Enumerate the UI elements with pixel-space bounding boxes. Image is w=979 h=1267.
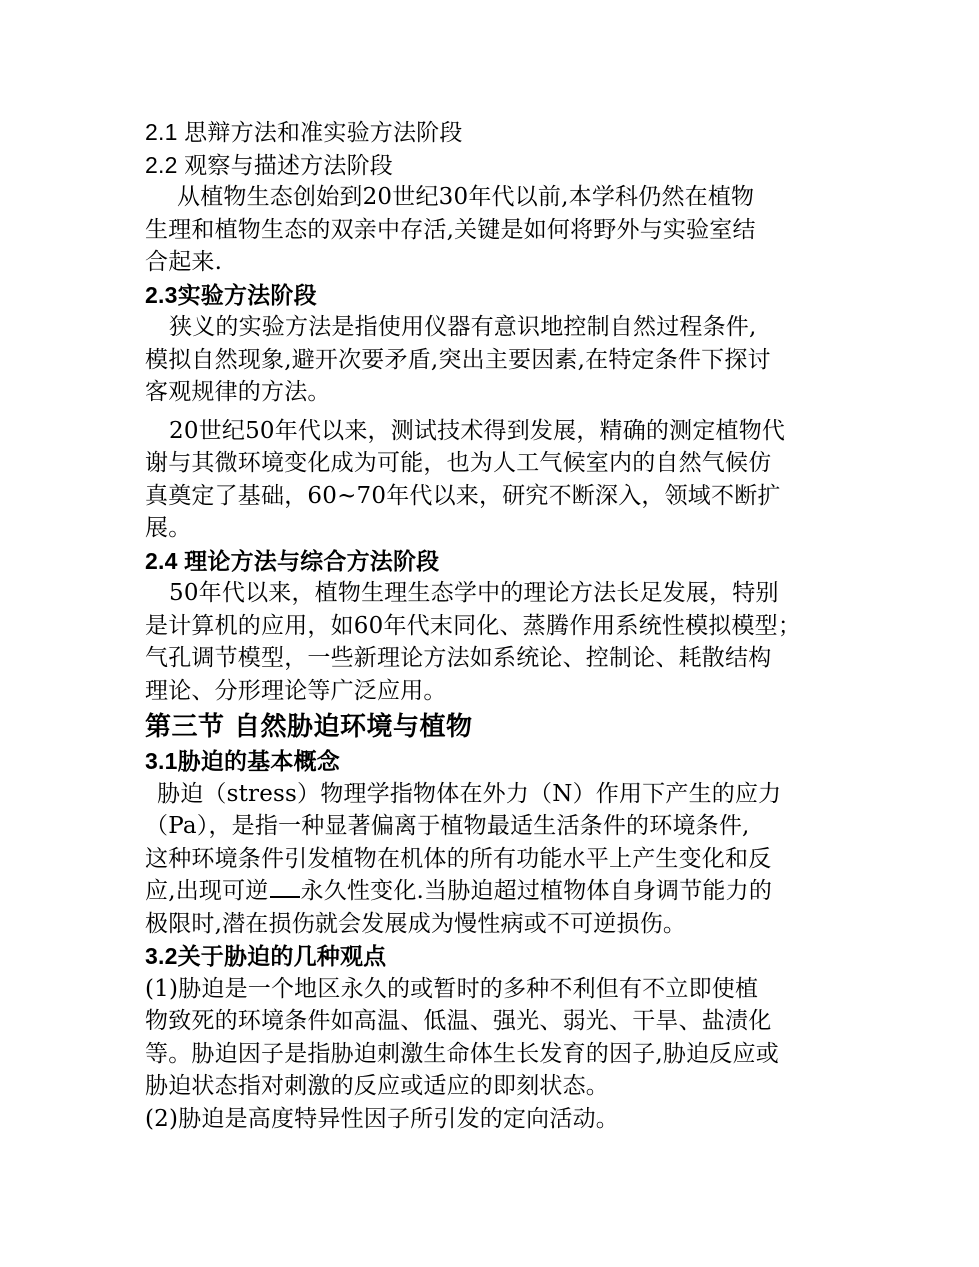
paragraph-line: （Pa），是指一种显著偏离于植物最适生活条件的环境条件, xyxy=(145,813,750,839)
paragraph-line: 合起来. xyxy=(145,249,223,275)
heading-2-3: 2.3实验方法阶段 xyxy=(145,281,317,308)
paragraph-line: 模拟自然现象,避开次要矛盾,突出主要因素,在特定条件下探讨 xyxy=(145,346,771,373)
paragraph-2-3b xyxy=(145,415,845,545)
paragraph-line: 20世纪50年代以来，测试技术得到发展，精确的测定植物代 xyxy=(169,417,786,444)
paragraph-line: 生理和植物生态的双亲中存活,关键是如何将野外与实验室结 xyxy=(145,216,756,243)
text-fragment: 永久性变化.当胁迫超过植物体自身调节能力的 xyxy=(300,878,773,904)
paragraph-line: 这种环境条件引发植物在机体的所有功能水平上产生变化和反 xyxy=(145,845,772,872)
paragraph-line: 极限时,潜在损伤就会发展成为慢性病或不可逆损伤。 xyxy=(145,910,687,937)
paragraph-line: (1)胁迫是一个地区永久的或暂时的多种不利但有不立即使植 xyxy=(145,975,759,1002)
paragraph-line: 胁迫状态指对刺激的反应或适应的即刻状态。 xyxy=(145,1073,609,1099)
paragraph-line: 物致死的环境条件如高温、低温、强光、弱光、干旱、盐渍化 xyxy=(145,1008,772,1034)
heading-3-1: 3.1胁迫的基本概念 xyxy=(145,748,340,774)
heading-3-2: 3.2关于胁迫的几种观点 xyxy=(145,943,387,969)
paragraph-line: 客观规律的方法。 xyxy=(145,379,331,405)
paragraph-line: 气孔调节模型，一些新理论方法如系统论、控制论、耗散结构 xyxy=(145,645,772,671)
paragraph-line: 理论、分形理论等广泛应用。 xyxy=(145,677,447,704)
paragraph-2-2 xyxy=(145,181,845,279)
document-page xyxy=(145,116,845,1135)
paragraph-line: 等。胁迫因子是指胁迫刺激生命体生长发育的因子,胁迫反应或 xyxy=(145,1040,779,1067)
paragraph-line: 狭义的实验方法是指使用仪器有意识地控制自然过程条件, xyxy=(169,314,757,340)
paragraph-line xyxy=(145,875,845,908)
section-3-title: 第三节 自然胁迫环境与植物 xyxy=(145,712,473,742)
paragraph-line: 50年代以来，植物生理生态学中的理论方法长足发展，特别 xyxy=(169,580,779,606)
paragraph-3-2b: (2)胁迫是高度特异性因子所引发的定向活动。 xyxy=(145,1105,619,1132)
fill-in-blank xyxy=(270,895,300,898)
paragraph-2-4 xyxy=(145,577,845,707)
item-2-1: 2.1 思辩方法和准实验方法阶段 xyxy=(145,119,463,145)
text-fragment: 应,出现可逆 xyxy=(145,878,269,904)
item-2-2: 2.2 观察与描述方法阶段 xyxy=(145,151,393,178)
paragraph-3-2a xyxy=(145,973,845,1103)
paragraph-line: 谢与其微环境变化成为可能，也为人工气候室内的自然气候仿 xyxy=(145,450,772,476)
paragraph-3-1 xyxy=(145,778,845,941)
paragraph-line: 从植物生态创始到20世纪30年代以前,本学科仍然在植物 xyxy=(177,184,755,210)
paragraph-line: 是计算机的应用，如60年代末同化、蒸腾作用系统性模拟模型； xyxy=(145,612,802,639)
paragraph-2-3a xyxy=(145,311,845,409)
paragraph-line: 胁迫（stress）物理学指物体在外力（N）作用下产生的应力 xyxy=(157,780,782,807)
paragraph-line: 真奠定了基础，60~70年代以来，研究不断深入，领域不断扩 xyxy=(145,482,781,509)
heading-2-4: 2.4 理论方法与综合方法阶段 xyxy=(145,547,440,574)
paragraph-line: 展。 xyxy=(145,515,192,541)
